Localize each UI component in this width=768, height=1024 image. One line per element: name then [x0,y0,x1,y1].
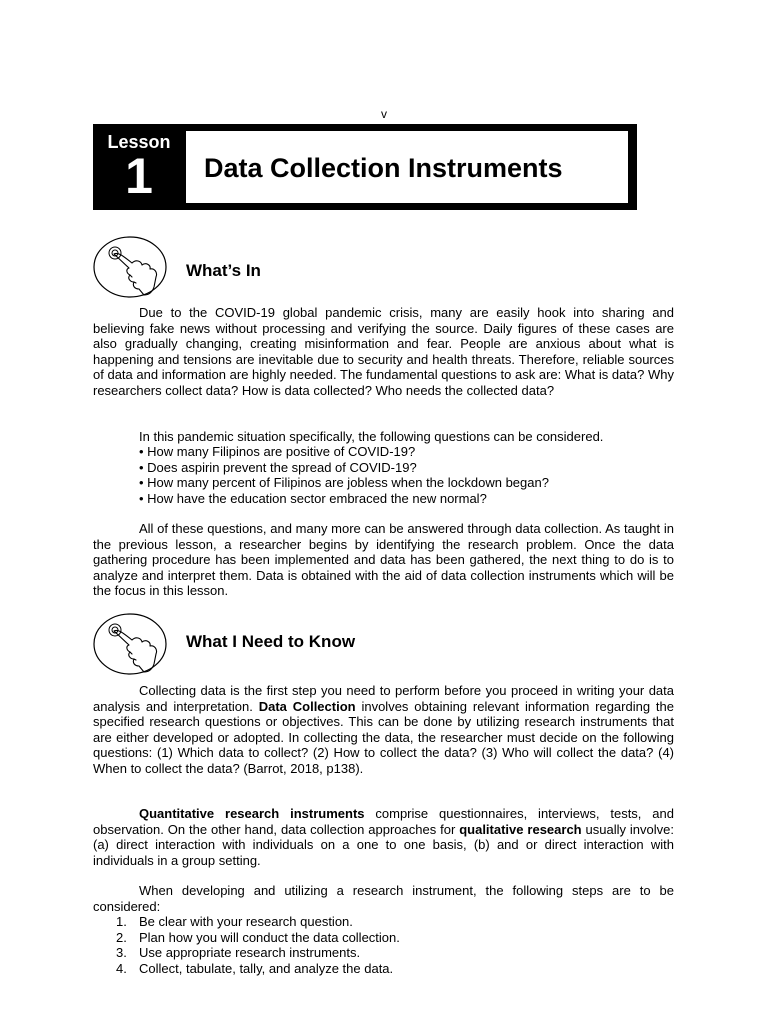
steps-list [116,914,400,976]
data-collection-term: Data Collection [258,698,356,714]
lesson-title-box [185,130,629,204]
list-item: 3. Use appropriate research instruments. [116,945,361,960]
quantitative-term: Quantitative research instruments [139,806,365,821]
list-item: • How have the education sector embraced the new normal? [139,490,487,506]
hand-pointing-icon [92,612,168,676]
whats-in-paragraph-1: Due to the COVID-19 global pandemic crisis, many are easily hook into sharing and believing fake news without processing and verifying the source. Daily figures of these cases are also gradually changing, creating misinformation and fear. People are anxious about what is happening and tensions are inevitable due to security and health threats. Therefore, reliable sources of data and information are highly needed. The fundamental questions to ask are: What is data? Why researchers collect data? How is data collected? Who needs the collected data? [93,305,674,398]
need-to-know-paragraph-1: Collecting data is the first step you need to perform before you proceed in writing your data analysis and interpretation. Data Collection involves obtaining relevant information regarding the specified research questions or objectives. This can be done by utilizing research instruments that are either developed or adopted. In collecting the data, the researcher must decide on the following questions: (1) Which data to collect? (2) How to collect the data? (3) Who will collect the data? (4) When to collect the data? (Barrot, 2018, p138). [93,683,674,776]
list-item: 1. Be clear with your research question. [116,914,353,929]
whats-in-heading: What’s In [186,261,261,280]
list-item: • Does aspirin prevent the spread of COVID-19? [139,459,417,475]
list-item: 2. Plan how you will conduct the data collection. [116,929,400,945]
page-number: v [381,107,387,121]
need-to-know-paragraph-3: When developing and utilizing a research instrument, the following steps are to be considered: [93,883,674,914]
need-to-know-paragraph-2: Quantitative research instruments comprise questionnaires, interviews, tests, and observation. On the other hand, data collection approaches for qualitative research usually involve: (a) direct interaction with individuals on a one to one basis, (b) and or direct interaction with individuals in a group setting. [93,806,674,868]
whats-in-paragraph-2: All of these questions, and many more can be answered through data collection. As taught in the previous lesson, a researcher begins by identifying the research problem. Once the data gathering procedure has been implemented and data has been gathered, the next thing to do is to analyze and interpret them. Data is obtained with the aid of data collection instruments which will be the focus in this lesson. [93,521,674,598]
list-item: 4. Collect, tabulate, tally, and analyze the data. [116,960,394,976]
lesson-banner [93,124,637,210]
lesson-label: Lesson [107,132,171,152]
hand-pointing-icon [92,235,168,299]
list-item: • How many percent of Filipinos are jobless when the lockdown began? [139,475,549,490]
list-item: • How many Filipinos are positive of COVID-19? [139,444,416,459]
lesson-title: Data Collection Instruments [204,153,563,183]
question-list [139,444,679,506]
what-i-need-to-know-heading: What I Need to Know [186,632,356,651]
whats-in-intro: In this pandemic situation specifically, the following questions can be considered. [139,429,604,444]
lesson-number: 1 [125,148,153,204]
qualitative-term: qualitative research [459,821,582,837]
